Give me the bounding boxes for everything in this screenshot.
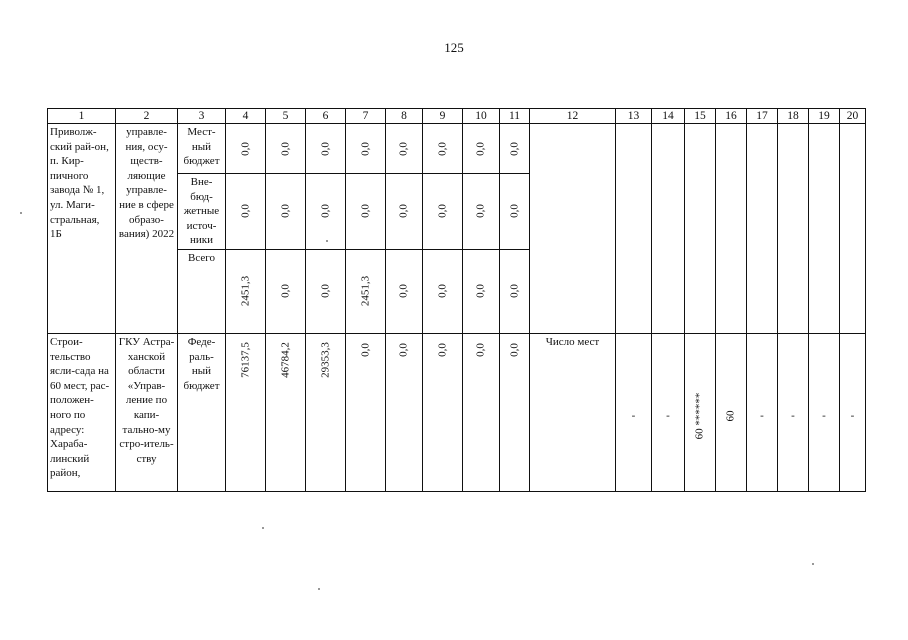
- value-cell: 0,0: [500, 249, 530, 333]
- scan-speck: [812, 563, 814, 565]
- value-cell: 0,0: [346, 174, 386, 250]
- col-header: 12: [530, 109, 616, 124]
- value-cell: 0,0: [500, 333, 530, 491]
- col-header: 20: [840, 109, 866, 124]
- col14-cell: -: [652, 333, 685, 491]
- col-header: 16: [716, 109, 747, 124]
- value-cell: 0,0: [423, 249, 463, 333]
- value-cell: 0,0: [423, 174, 463, 250]
- col15-cell: 60 ******: [685, 333, 716, 491]
- empty-cell: [530, 124, 616, 334]
- empty-cell: [747, 124, 778, 334]
- col-header: 18: [778, 109, 809, 124]
- location-cell: Приволж-ский рай-он, п. Кир-пичного завода № 1, ул. Маги-стральная, 1Б: [48, 124, 116, 334]
- value-cell: 0,0: [346, 333, 386, 491]
- col-header: 6: [306, 109, 346, 124]
- value-cell: 0,0: [266, 124, 306, 174]
- value-cell: 29353,3: [306, 333, 346, 491]
- col-header: 17: [747, 109, 778, 124]
- col-header: 19: [809, 109, 840, 124]
- value-cell: 0,0: [423, 124, 463, 174]
- col-header: 4: [226, 109, 266, 124]
- value-cell: 0,0: [386, 249, 423, 333]
- value-cell: 0,0: [386, 124, 423, 174]
- value-cell: 0,0: [500, 174, 530, 250]
- col13-cell: -: [616, 333, 652, 491]
- col20-cell: -: [840, 333, 866, 491]
- responsible-cell: управле-ния, осу-ществ-ляющие управле-ние в сфере образо-вания) 2022: [116, 124, 178, 334]
- value-cell: 0,0: [266, 249, 306, 333]
- value-cell: 0,0: [306, 249, 346, 333]
- empty-cell: [716, 124, 747, 334]
- col-header: 15: [685, 109, 716, 124]
- col-header: 5: [266, 109, 306, 124]
- col-header: 2: [116, 109, 178, 124]
- empty-cell: [840, 124, 866, 334]
- value-cell: 0,0: [463, 333, 500, 491]
- responsible-cell: ГКУ Астра-ханской области «Управ-ление по капи-тально-му стро-итель-ству: [116, 333, 178, 491]
- value-cell: 0,0: [463, 174, 500, 250]
- col-header: 1: [48, 109, 116, 124]
- page-number: 125: [444, 40, 464, 55]
- value-cell: 0,0: [500, 124, 530, 174]
- scan-speck: [318, 588, 320, 590]
- value-cell: 0,0: [346, 124, 386, 174]
- value-cell: 2451,3: [346, 249, 386, 333]
- header-row: [48, 109, 866, 124]
- value-cell: 0,0: [463, 124, 500, 174]
- scan-speck: [20, 212, 22, 214]
- col-header: 3: [178, 109, 226, 124]
- empty-cell: [652, 124, 685, 334]
- col-header: 9: [423, 109, 463, 124]
- value-cell: 46784,2: [266, 333, 306, 491]
- empty-cell: [685, 124, 716, 334]
- col-header: 13: [616, 109, 652, 124]
- funding-source-cell: Всего: [178, 249, 226, 333]
- col-header: 11: [500, 109, 530, 124]
- object-cell: Строи-тельство ясли-сада на 60 мест, рас-положен-ного по адресу: Хараба-линский район,: [48, 333, 116, 491]
- value-cell: 0,0: [423, 333, 463, 491]
- col-header: 14: [652, 109, 685, 124]
- col16-cell: 60: [716, 333, 747, 491]
- table-row: [48, 124, 866, 174]
- empty-cell: [778, 124, 809, 334]
- empty-cell: [809, 124, 840, 334]
- empty-cell: [616, 124, 652, 334]
- value-cell: 0,0: [306, 174, 346, 250]
- value-cell: 2451,3: [226, 249, 266, 333]
- value-cell: 0,0: [386, 174, 423, 250]
- col17-cell: -: [747, 333, 778, 491]
- value-cell: 0,0: [266, 174, 306, 250]
- funding-source-cell: Мест-ный бюджет: [178, 124, 226, 174]
- value-cell: 76137,5: [226, 333, 266, 491]
- value-cell: 0,0: [226, 124, 266, 174]
- col-header: 10: [463, 109, 500, 124]
- indicator-cell: Число мест: [530, 333, 616, 491]
- funding-source-cell: Феде-раль-ный бюджет: [178, 333, 226, 491]
- col-header: 7: [346, 109, 386, 124]
- col19-cell: -: [809, 333, 840, 491]
- value-cell: 0,0: [463, 249, 500, 333]
- col-header: 8: [386, 109, 423, 124]
- scan-speck: [326, 240, 328, 242]
- table-row: [48, 333, 866, 491]
- col18-cell: -: [778, 333, 809, 491]
- funding-source-cell: Вне-бюд-жетные источ-ники: [178, 174, 226, 250]
- scan-speck: [262, 527, 264, 529]
- value-cell: 0,0: [306, 124, 346, 174]
- value-cell: 0,0: [226, 174, 266, 250]
- budget-table: [47, 108, 866, 492]
- value-cell: 0,0: [386, 333, 423, 491]
